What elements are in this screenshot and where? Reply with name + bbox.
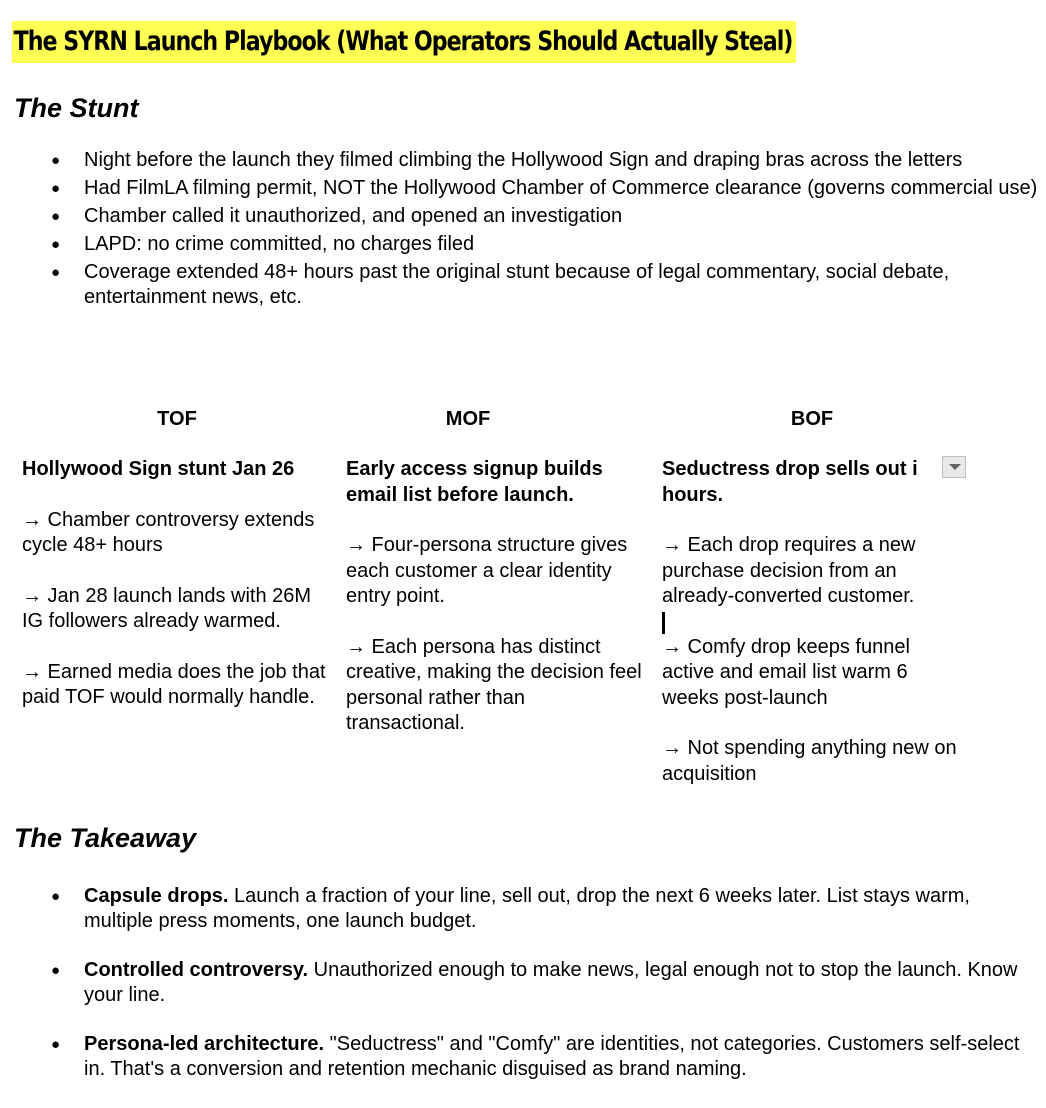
list-item: ● Capsule drops. Launch a fraction of your line, sell out, drop the next 6 weeks later. List stays warm, multiple press moments, one launch budget. bbox=[51, 885, 970, 932]
column-point: → Each drop requires a new purchase decision from an already-converted customer. bbox=[662, 534, 916, 607]
funnel-column-tof[interactable] bbox=[22, 407, 332, 736]
takeaway-bullet-list bbox=[0, 884, 1040, 1106]
list-item: ● Chamber called it unauthorized, and opened an investigation bbox=[51, 205, 623, 227]
dropdown-arrow-icon[interactable] bbox=[942, 456, 966, 478]
column-header-tof: TOF bbox=[157, 408, 197, 430]
bullet-icon: ● bbox=[51, 264, 61, 281]
list-item: ● Persona-led architecture. "Seductress" and "Comfy" are identities, not categories. Customers self-select in. That's a conversion and retention mechanic disguised as brand naming. bbox=[51, 1033, 1020, 1080]
column-point: → Four-persona structure gives each customer a clear identity entry point. bbox=[346, 534, 628, 607]
list-item: ● Coverage extended 48+ hours past the original stunt because of legal commentary, social debate, entertainment news, etc. bbox=[51, 261, 950, 308]
list-item: ● Night before the launch they filmed climbing the Hollywood Sign and draping bras across the letters bbox=[51, 149, 963, 171]
stunt-heading: The Stunt bbox=[14, 93, 139, 123]
column-title-bof: Seductress drop sells out i hours. bbox=[662, 458, 918, 506]
column-title-mof: Early access signup builds email list before launch. bbox=[346, 458, 603, 506]
list-item: ● LAPD: no crime committed, no charges filed bbox=[51, 233, 475, 255]
funnel-column-bof[interactable] bbox=[662, 407, 962, 812]
column-point: → Not spending anything new on acquisition bbox=[662, 737, 957, 785]
bullet-icon: ● bbox=[51, 152, 61, 169]
bullet-icon: ● bbox=[51, 1036, 61, 1053]
text-cursor bbox=[662, 612, 665, 634]
list-item: ● Controlled controversy. Unauthorized enough to make news, legal enough not to stop the launch. Know your line. bbox=[51, 959, 1018, 1006]
bullet-icon: ● bbox=[51, 208, 61, 225]
column-point: → Earned media does the job that paid TOF would normally handle. bbox=[22, 660, 326, 708]
column-point: → Each persona has distinct creative, making the decision feel personal rather than transactional. bbox=[346, 635, 642, 734]
takeaway-heading: The Takeaway bbox=[14, 823, 197, 853]
column-title-tof: Hollywood Sign stunt Jan 26 bbox=[22, 458, 295, 480]
column-point: → Chamber controversy extends cycle 48+ hours bbox=[22, 508, 315, 556]
column-point: → Jan 28 launch lands with 26M IG followers already warmed. bbox=[22, 584, 312, 632]
bullet-icon: ● bbox=[51, 180, 61, 197]
stunt-bullet-list bbox=[0, 148, 1040, 313]
list-item: ● Had FilmLA filming permit, NOT the Hollywood Chamber of Commerce clearance (governs commercial use) bbox=[51, 177, 1038, 199]
bullet-icon: ● bbox=[51, 888, 61, 905]
bullet-icon: ● bbox=[51, 236, 61, 253]
column-header-mof: MOF bbox=[445, 408, 491, 430]
bullet-icon: ● bbox=[51, 962, 61, 979]
column-point: → Comfy drop keeps funnel active and email list warm 6 weeks post-launch bbox=[662, 635, 910, 709]
column-header-bof: BOF bbox=[790, 408, 834, 430]
funnel-column-mof[interactable] bbox=[346, 407, 646, 762]
document-title: The SYRN Launch Playbook (What Operators Should Actually Steal) bbox=[12, 21, 796, 63]
